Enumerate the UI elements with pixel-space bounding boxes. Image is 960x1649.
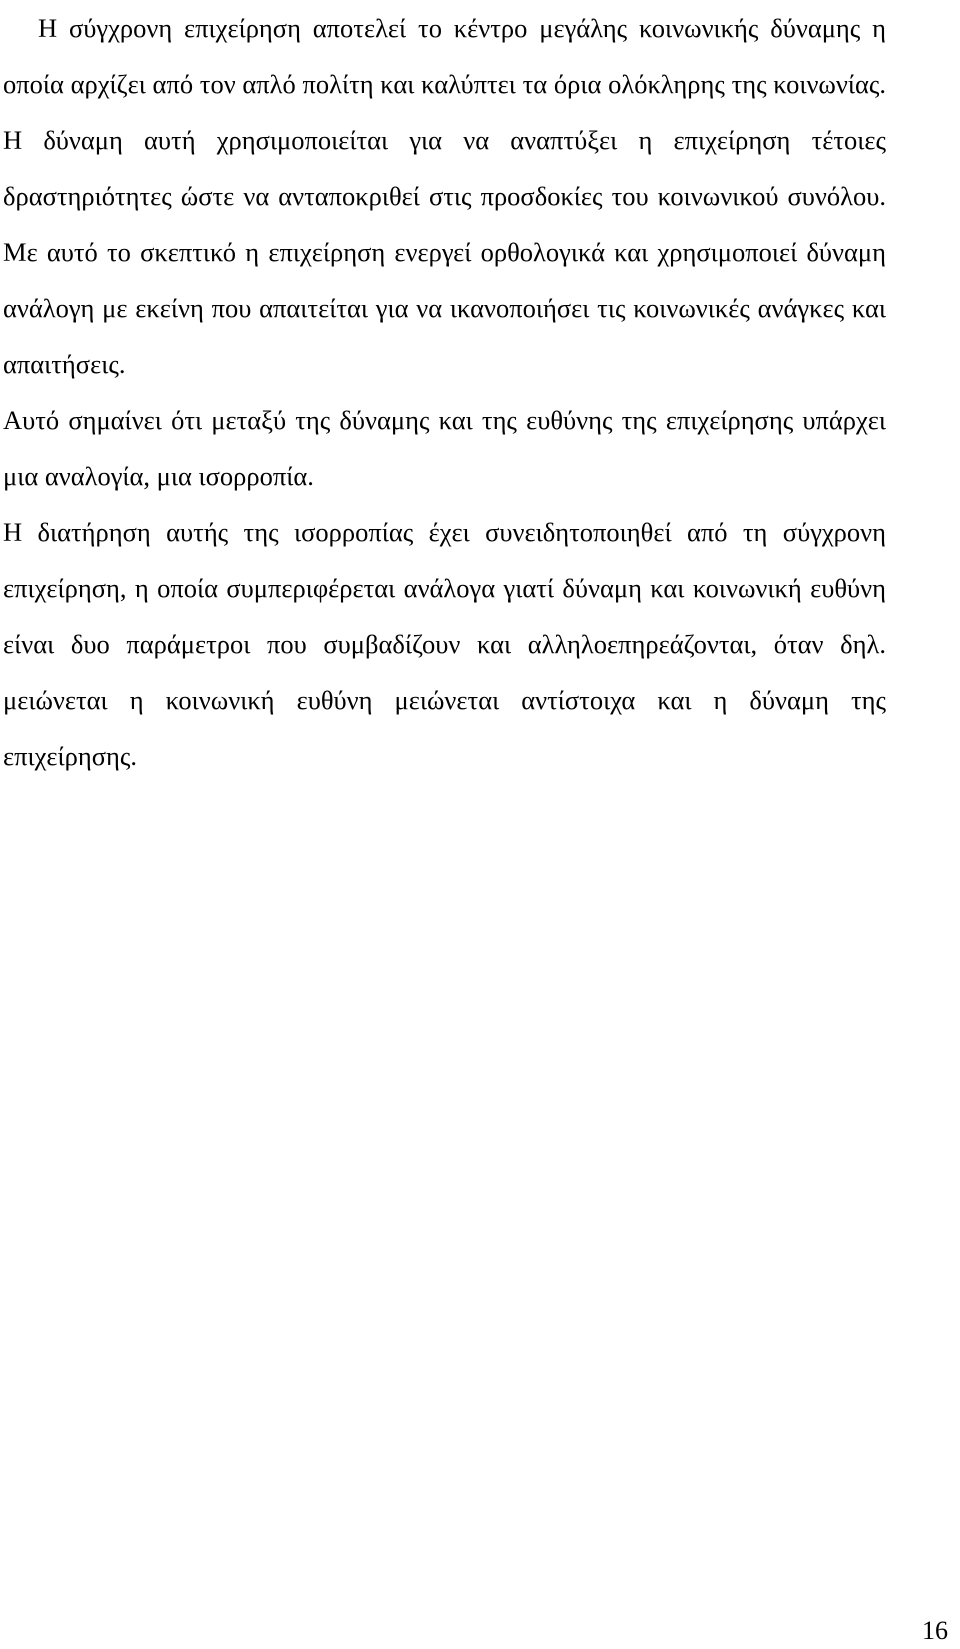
document-page [3, 0, 886, 784]
body-paragraph: Η διατήρηση αυτής της ισορροπίας έχει συνειδητοποιηθεί από τη σύγχρονη επιχείρηση, η οποία συμπεριφέρεται ανάλογα γιατί δύναμη και κοινωνική ευθύνη είναι δυο παράμετροι που συμβαδίζουν και αλληλοεπηρεάζονται, όταν δηλ. μειώνεται η κοινωνική ευθύνη μειώνεται αντίστοιχα και η δύναμη της επιχείρησης. [3, 517, 886, 771]
page-number: 16 [922, 1616, 948, 1645]
body-paragraph: Η σύγχρονη επιχείρηση αποτελεί το κέντρο μεγάλης κοινωνικής δύναμης η οποία αρχίζει από τον απλό πολίτη και καλύπτει τα όρια ολόκληρης της κοινωνίας. Η δύναμη αυτή χρησιμοποιείται για να αναπτύξει η επιχείρηση τέτοιες δραστηριότητες ώστε να ανταποκριθεί στις προσδοκίες του κοινωνικού συνόλου. Με αυτό το σκεπτικό η επιχείρηση ενεργεί ορθολογικά και χρησιμοποιεί δύναμη ανάλογη με εκείνη που απαιτείται για να ικανοποιήσει τις κοινωνικές ανάγκες και απαιτήσεις. [3, 13, 886, 379]
body-paragraph: Αυτό σημαίνει ότι μεταξύ της δύναμης και της ευθύνης της επιχείρησης υπάρχει μια αναλογία, μια ισορροπία. [3, 405, 886, 491]
